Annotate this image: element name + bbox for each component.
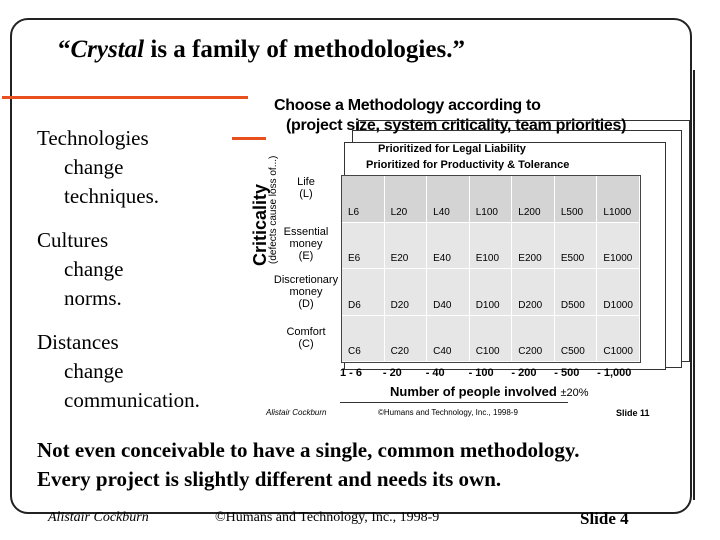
grid-cell-label: E200 [518,253,542,264]
grid-cell-label: C6 [348,346,361,357]
grid-cell [597,223,640,270]
y-axis-subtitle: (defects cause loss of...) [268,155,279,264]
methodology-figure [240,86,690,420]
grid-cell-label: D6 [348,299,361,311]
bottom-statement [37,436,579,494]
grid-cell-label: E500 [560,253,585,264]
x-tick-label: - 100 [468,367,494,379]
grid-cell [427,176,470,223]
grid-cell-label: D100 [475,299,500,311]
figure-footer-copyright: ©Humans and Technology, Inc., 1998-9 [378,408,518,417]
statement-line-1: Not even conceivable to have a single, common methodology. [37,438,580,462]
grid-cell [512,223,555,270]
grid-cell-label: L200 [518,206,541,218]
grid-cell [597,316,640,363]
grid-cell-label: E100 [475,253,500,264]
row-label-essential: Essential money (E) [283,226,329,262]
row-label-comfort: Comfort (C) [286,326,326,350]
grid-cell-label: L500 [560,206,584,218]
y-axis-title: Criticality [250,183,270,266]
grid-cell [555,176,598,223]
footer-slide-number: Slide 4 [580,509,629,528]
grid-cell-label: E6 [348,253,361,264]
x-tick-label: - 200 [511,367,537,379]
grid-cell [342,269,385,316]
bullet-item [37,226,239,313]
grid-cell-label: E40 [433,253,451,264]
grid-cell-label: D500 [560,299,585,311]
x-axis-underline [340,402,568,403]
x-tick-label: - 40 [425,367,445,379]
figure-footer-slide: Slide 11 [616,408,650,418]
accent-rule [2,96,248,99]
bullet-line-1: Distances [37,330,119,354]
grid-cell [597,269,640,316]
grid-cell-label: D200 [518,299,543,311]
grid-cell [512,269,555,316]
slide-title: “Crystal is a family of methodologies.” [58,36,465,63]
grid-cell [385,223,428,270]
footer-author: Alistair Cockburn [48,510,149,525]
bullet-line-2: change communication. [64,359,200,412]
frame-edge [693,70,695,500]
grid-cell [427,269,470,316]
bullet-line-2: change norms. [64,257,124,310]
row-label-discretionary: Discretionary money (D) [273,274,339,310]
grid-cell-label: C100 [475,346,500,357]
stack-label-productivity: Prioritized for Productivity & Tolerance [366,159,570,171]
grid-cell [427,223,470,270]
grid-cell-label: C200 [518,346,543,357]
grid-cell [427,316,470,363]
grid-cell-label: D1000 [603,299,633,311]
grid-cell [470,223,513,270]
bullet-list [37,124,239,430]
grid-cell [555,269,598,316]
bullet-line-1: Technologies [37,126,149,150]
figure-title: Choose a Methodology according to (project size, system criticality, team priorities) [274,97,627,134]
grid-cell [342,176,385,223]
grid-cell [385,316,428,363]
stack-label-legal: Prioritized for Legal Liability [378,143,526,155]
x-axis-ticks [340,367,640,379]
grid-cell-label: C1000 [603,346,633,357]
grid-cell [342,316,385,363]
grid-cell [385,176,428,223]
x-tick-label: - 500 [554,367,580,379]
grid-cell [555,223,598,270]
statement-line-2: Every project is slightly different and needs its own. [37,467,502,491]
bullet-line-2: change techniques. [64,155,160,208]
figure-footer-author: Alistair Cockburn [266,408,327,417]
grid-cell [470,176,513,223]
grid-cell-label: L100 [475,206,498,218]
grid-cell-label: C500 [560,346,585,357]
bullet-item [37,124,239,211]
grid-cell-label: L20 [390,206,408,218]
grid-cell [555,316,598,363]
x-axis-title: Number of people involved ±20% [390,384,589,399]
row-label-life: Life (L) [297,176,315,200]
grid-cell [512,176,555,223]
grid-cell-label: C40 [433,346,452,357]
grid-cell-label: L40 [433,206,450,218]
x-tick-label: - 1,000 [597,367,632,379]
grid-cell [512,316,555,363]
x-tick-label: 1 - 6 [340,367,363,379]
grid-cell-label: L6 [348,206,360,218]
grid-cell-label: D40 [433,299,452,311]
grid-cell-label: E20 [390,253,409,264]
grid-cell-label: C20 [390,346,409,357]
grid-cell-label: D20 [390,299,409,311]
footer-copyright: ©Humans and Technology, Inc., 1998-9 [215,510,440,525]
grid-cell [342,223,385,270]
grid-cell [385,269,428,316]
grid-cell [470,269,513,316]
title-emphasis: Crystal [70,36,145,63]
grid-cell [470,316,513,363]
bullet-line-1: Cultures [37,228,109,252]
bullet-item [37,328,239,415]
grid-cell [597,176,640,223]
x-tick-label: - 20 [382,367,402,379]
grid-cell-label: L1000 [603,206,632,218]
grid-cell-label: E1000 [603,253,633,264]
methodology-grid [341,175,641,363]
